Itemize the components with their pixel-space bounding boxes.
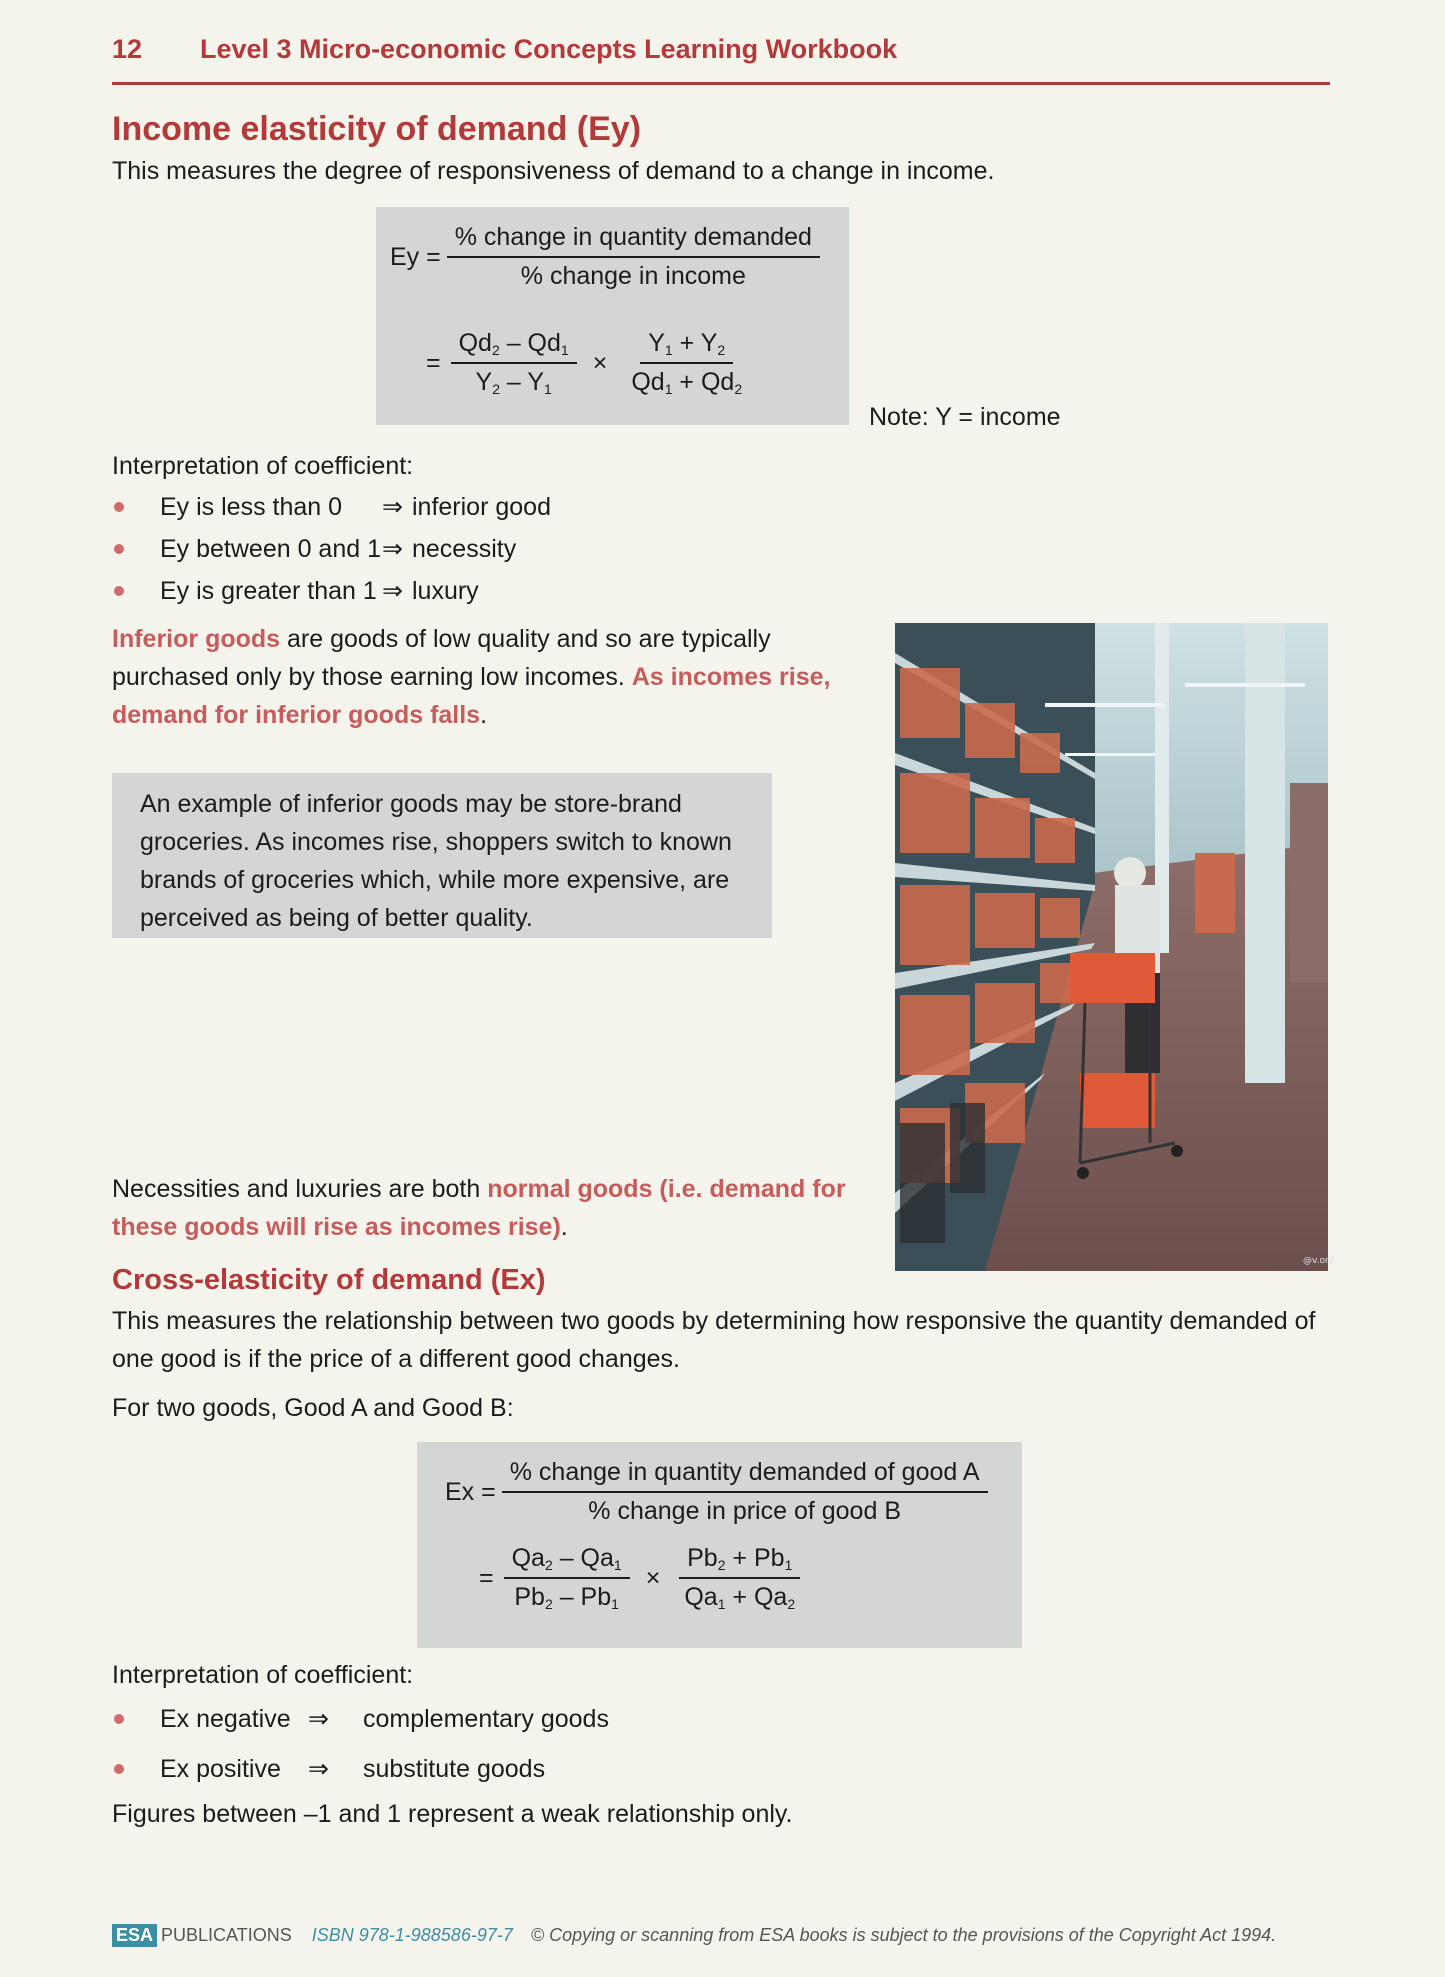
cross-elasticity-intro: This measures the relationship between two goods by determining how responsive the quantity demanded of one good is if the price of a different good changes. — [112, 1307, 1316, 1373]
formula-lhs: Ey = — [390, 242, 441, 271]
interpretation-label-2: Interpretation of coefficient: — [112, 1661, 414, 1689]
weak-relationship-note: Figures between –1 and 1 represent a weak relationship only. — [112, 1800, 793, 1828]
formula-fraction-pb: $\frac{Pb_2 + Pb_1}{Qa_1 + Qa_2}$ — [676, 1544, 803, 1612]
formula-equals: = — [426, 348, 441, 377]
list-item: Ey is less than 0 ⇒ inferior good — [112, 486, 551, 528]
formula-fraction-qa: $\frac{Qa_2 - Qa_1}{Pb_2 - Pb_1}$ — [504, 1544, 630, 1612]
two-goods-label: For two goods, Good A and Good B: — [112, 1394, 514, 1422]
list-item: Ex negative ⇒ complementary goods — [112, 1694, 609, 1744]
formula-fraction-percent: $\frac{\text{\% change in quantity demanded of good A}}{\text{\% change in price of good B}}$ — [502, 1458, 988, 1526]
income-elasticity-intro: This measures the degree of responsiveness of demand to a change in income. — [112, 157, 995, 185]
cross-elasticity-heading: Cross-elasticity of demand (Ex) — [112, 1264, 546, 1296]
income-bullet-list — [112, 486, 551, 612]
running-header-title: Level 3 Micro-economic Concepts Learning Workbook — [200, 34, 898, 64]
photo-credit: @v.or2 — [1303, 1256, 1335, 1266]
esa-logo: ESA — [112, 1924, 157, 1947]
income-elasticity-heading: Income elasticity of demand (Ey) — [112, 110, 642, 148]
isbn: ISBN 978-1-988586-97-7 — [311, 1925, 513, 1945]
formula-fraction-qd: $\frac{Qd_2 - Qd_1}{Y_2 - Y_1}$ — [451, 329, 577, 397]
supermarket-photo — [895, 623, 1335, 1271]
example-box-text: An example of inferior goods may be store-brand groceries. As incomes rise, shoppers switch to known brands of groceries which, while more expensive, are perceived as being of better quality. — [140, 790, 732, 932]
income-elasticity-formula — [376, 207, 849, 425]
formula-fraction-percent: $\frac{\text{\% change in quantity demanded}}{\text{\% change in income}}$ — [447, 223, 820, 291]
list-item: Ey is greater than 1 ⇒ luxury — [112, 570, 551, 612]
copyright-notice: © Copying or scanning from ESA books is subject to the provisions of the Copyright Act 1994. — [530, 1925, 1277, 1945]
page-number: 12 — [112, 34, 143, 64]
list-item: Ex positive ⇒ substitute goods — [112, 1744, 609, 1794]
header-rule — [112, 82, 1330, 85]
inferior-goods-paragraph: Inferior goods are goods of low quality and so are typically purchased only by those earning low incomes. As incomes rise, demand for inferior goods falls. — [112, 625, 831, 729]
list-item: Ey between 0 and 1 ⇒ necessity — [112, 528, 551, 570]
normal-goods-paragraph: Necessities and luxuries are both normal goods (i.e. demand for these goods will rise as incomes rise). — [112, 1175, 846, 1241]
footer — [112, 1924, 1332, 1947]
formula-fraction-y: $\frac{Y_1 + Y_2}{Qd_1 + Qd_2}$ — [631, 329, 743, 397]
example-box — [112, 773, 772, 938]
cross-bullet-list — [112, 1694, 609, 1794]
cross-elasticity-formula: Ex = $\frac{\text{\% change in quantity demanded of good A}}{\text{\% change in price of good B}}$ = $\frac{Qa_2 - Qa_1}{Pb_2 - Pb_1}$ × $\frac{Pb_2 + Pb_1}{Qa_1 + Qa_2}$ — [417, 1442, 1022, 1648]
publisher-name: PUBLICATIONS — [161, 1925, 292, 1945]
formula-times: × — [592, 348, 608, 377]
formula-note: Note: Y = income — [869, 403, 1061, 431]
interpretation-label: Interpretation of coefficient: — [112, 452, 414, 480]
